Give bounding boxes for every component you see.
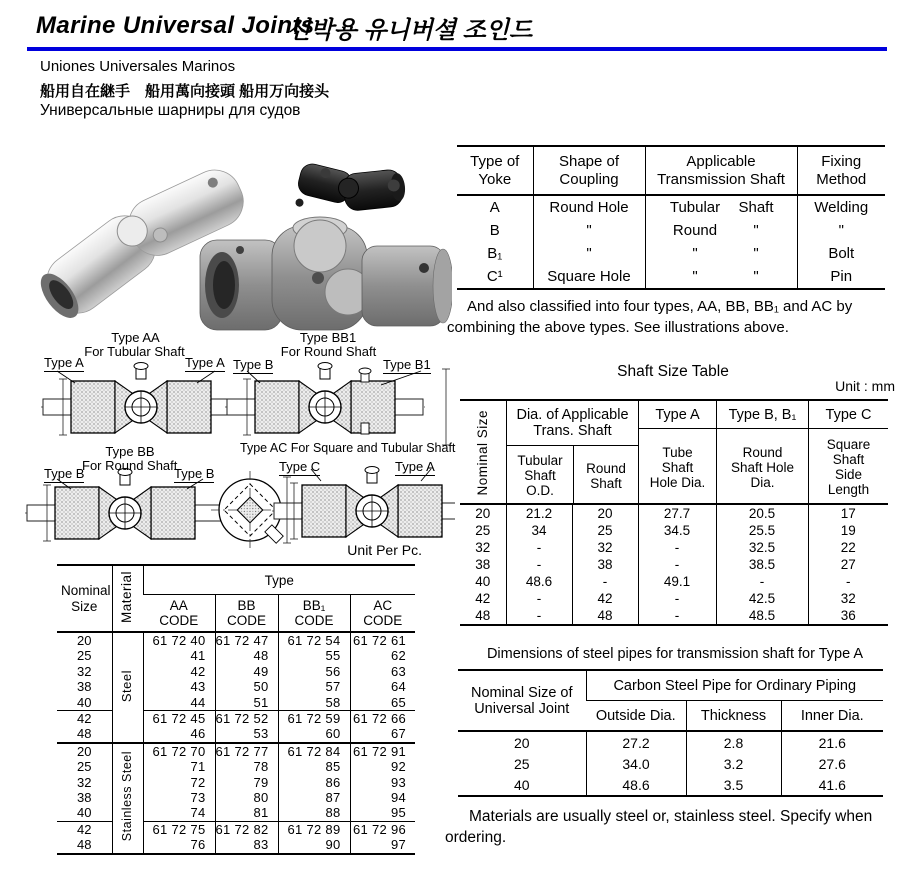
shaft-cell: - xyxy=(506,590,572,607)
code-row xyxy=(57,743,415,759)
code-header-aa-line1: AA xyxy=(169,598,188,613)
pipe-table-title: Dimensions of steel pipes for transmission shaft for Type A xyxy=(486,646,864,662)
yoke-header-fixing: Fixing Method xyxy=(797,146,885,195)
yoke-cell xyxy=(645,195,797,219)
code-cell: 93 xyxy=(350,775,415,790)
shaft-header-type-b-label: Type B, B₁ xyxy=(717,401,808,429)
product-photos xyxy=(12,128,452,333)
shaft-cell: 48 xyxy=(475,608,491,623)
code-header-type: Type xyxy=(143,565,415,595)
shaft-row xyxy=(460,539,888,556)
code-header-aa-line2: CODE xyxy=(159,613,199,628)
shaft-cell: - xyxy=(506,539,572,556)
code-row xyxy=(57,775,415,790)
yoke-cell: A xyxy=(457,195,533,219)
code-cell: 60 xyxy=(278,726,350,742)
code-cell: 72 xyxy=(143,775,215,790)
pipe-cell: 27.2 xyxy=(586,731,686,753)
yoke-cell: B xyxy=(489,222,500,239)
code-cell: 61 72 54 xyxy=(278,632,350,648)
shaft-row xyxy=(460,522,888,539)
header-accent-rule xyxy=(27,47,887,51)
diagram-bb-subtitle: For Round Shaft xyxy=(82,458,178,473)
code-cell: 61 72 70 xyxy=(143,743,215,759)
shaft-cell: 32 xyxy=(475,540,491,555)
code-cell: 48 xyxy=(215,648,278,663)
yoke-cell: B₁ xyxy=(487,245,503,262)
code-size: 38 xyxy=(77,790,92,806)
pipe-cell: 3.2 xyxy=(686,753,781,774)
code-cell: 61 72 96 xyxy=(350,821,415,837)
code-size: 40 xyxy=(77,694,92,710)
yoke-header-row xyxy=(457,146,885,195)
diagram-ac-title: Type AC For Square and Tubular Shaft xyxy=(240,441,456,455)
shaft-word: Round xyxy=(672,222,718,239)
code-cell: 90 xyxy=(278,837,350,853)
code-cell: 61 72 59 xyxy=(278,711,350,727)
code-row xyxy=(57,837,415,853)
shaft-cell: 25 xyxy=(475,523,491,538)
code-row xyxy=(57,759,415,774)
pipe-cell: 40 xyxy=(513,776,530,793)
page-title-english: Marine Universal Joints xyxy=(36,12,315,39)
diagram-type-bb1 xyxy=(225,363,450,446)
shaft-row xyxy=(460,573,888,590)
code-cell: 95 xyxy=(350,805,415,821)
diagram-bb1-title: Type BB1 xyxy=(299,330,357,345)
pipe-header-group: Carbon Steel Pipe for Ordinary Piping xyxy=(586,670,883,701)
code-cell: 94 xyxy=(350,790,415,805)
code-cell: 46 xyxy=(143,726,215,742)
code-cell: 41 xyxy=(143,648,215,663)
diagram-type-ac xyxy=(211,467,455,550)
diagram-bb-label-right: Type B xyxy=(174,466,215,481)
shaft-cell: 38.5 xyxy=(716,556,808,573)
shaft-word: " xyxy=(753,268,759,285)
code-table-unit-note: Unit Per Pc. xyxy=(347,542,422,558)
code-cell: 81 xyxy=(215,805,278,821)
order-code-table xyxy=(57,564,415,855)
code-cell: 49 xyxy=(215,664,278,679)
shaft-word: " xyxy=(753,222,759,239)
code-size: 42 xyxy=(57,711,112,727)
shaft-row xyxy=(460,590,888,607)
code-cell: 61 72 40 xyxy=(143,632,215,648)
pipe-cell: 48.6 xyxy=(586,774,686,796)
shaft-word: Shaft xyxy=(738,199,774,216)
code-row xyxy=(57,726,415,742)
subtitle-spanish: Uniones Universales Marinos xyxy=(40,58,236,75)
shaft-cell: 42.5 xyxy=(716,590,808,607)
shaft-cell: - xyxy=(638,607,716,625)
code-size: 25 xyxy=(77,648,92,664)
shaft-cell: 20 xyxy=(572,504,638,522)
code-cell: 62 xyxy=(350,648,415,663)
shaft-cell: 17 xyxy=(808,504,888,522)
shaft-header-dia-group xyxy=(506,401,638,505)
code-cell: 65 xyxy=(350,695,415,711)
code-size: 40 xyxy=(77,805,92,821)
yoke-cell xyxy=(645,242,797,265)
shaft-header-nominal-label: Nominal Size xyxy=(474,410,490,496)
shaft-cell: 48.6 xyxy=(506,573,572,590)
shaft-cell: 42 xyxy=(475,591,491,606)
shaft-table-body xyxy=(460,503,888,626)
shaft-word: " xyxy=(692,245,698,262)
code-cell: 55 xyxy=(278,648,350,663)
pipe-cell: 25 xyxy=(513,755,530,772)
diagram-aa-label-right: Type A xyxy=(185,355,225,370)
code-cell: 87 xyxy=(278,790,350,805)
shaft-header-nominal xyxy=(460,401,506,505)
code-cell: 80 xyxy=(215,790,278,805)
pipe-header-row1 xyxy=(458,670,883,701)
shaft-cell: - xyxy=(572,573,638,590)
code-header-bb-line1: BB xyxy=(237,598,256,613)
code-cell: 61 72 77 xyxy=(215,743,278,759)
code-cell: 86 xyxy=(278,775,350,790)
shaft-cell: - xyxy=(638,556,716,573)
code-cell: 85 xyxy=(278,759,350,774)
code-header-ac-line1: AC xyxy=(373,598,393,613)
shaft-cell: 25 xyxy=(572,522,638,539)
code-header-material-label: Material xyxy=(119,570,135,623)
shaft-header-type-b-sub: Round Shaft Hole Dia. xyxy=(730,444,795,490)
yoke-header-type: Type of Yoke xyxy=(470,152,520,188)
yoke-cell: Round Hole xyxy=(533,195,645,219)
yoke-cell xyxy=(645,219,797,242)
shaft-cell: 27 xyxy=(808,556,888,573)
code-cell: 63 xyxy=(350,664,415,679)
yoke-header-coupling: Shape of Coupling xyxy=(533,146,645,195)
shaft-cell: 34 xyxy=(506,522,572,539)
page-title-korean: 선박용 유니버셜 조인드 xyxy=(287,17,533,44)
shaft-cell: 40 xyxy=(475,574,491,589)
code-header-ac-line2: CODE xyxy=(363,613,403,628)
shaft-header-round: Round Shaft xyxy=(573,446,638,505)
code-cell: 51 xyxy=(215,695,278,711)
code-row xyxy=(57,821,415,837)
pipe-cell: 41.6 xyxy=(781,774,883,796)
code-header-bb1-line2: CODE xyxy=(294,613,334,628)
code-header-material xyxy=(112,565,143,632)
yoke-cell: Welding xyxy=(797,195,885,219)
subtitle-russian: Универсальные шарниры для судов xyxy=(40,102,301,119)
yoke-cell xyxy=(645,265,797,289)
stainless-steel-label: Stainless Steel xyxy=(119,751,134,842)
pipe-cell: 34.0 xyxy=(586,753,686,774)
shaft-cell: 21.2 xyxy=(506,504,572,522)
code-cell: 61 72 66 xyxy=(350,711,415,727)
code-cell: 64 xyxy=(350,679,415,694)
yoke-row xyxy=(457,265,885,289)
shaft-cell: - xyxy=(716,573,808,590)
shaft-cell: 38 xyxy=(475,557,491,572)
shaft-cell: - xyxy=(808,573,888,590)
diagram-ac-label-right: Type A xyxy=(395,459,435,474)
code-header-bb1-line1: BB₁ xyxy=(302,598,326,613)
yoke-cell: Pin xyxy=(797,265,885,289)
shaft-row xyxy=(460,504,888,522)
diagram-bb-label-left: Type B xyxy=(44,466,85,481)
code-header-ac xyxy=(350,595,415,633)
shaft-header-tubular: Tubular Shaft O.D. xyxy=(517,453,563,498)
code-size: 38 xyxy=(77,679,92,695)
pipe-cell: 27.6 xyxy=(781,753,883,774)
diagram-bb1-label-right: Type B1 xyxy=(383,357,431,372)
code-cell: 61 72 75 xyxy=(143,821,215,837)
pipe-row xyxy=(458,731,883,753)
shaft-cell: 48.5 xyxy=(716,607,808,625)
shaft-cell: - xyxy=(638,539,716,556)
yoke-cell: C¹ xyxy=(486,268,503,285)
yoke-cell: Square Hole xyxy=(533,265,645,289)
shaft-cell: 36 xyxy=(808,607,888,625)
shaft-cell: 32 xyxy=(808,590,888,607)
code-size: 48 xyxy=(77,726,92,742)
shaft-cell: - xyxy=(638,590,716,607)
yoke-row xyxy=(457,242,885,265)
diagram-ac-label-left: Type C xyxy=(279,459,321,474)
shaft-cell: 19 xyxy=(808,522,888,539)
shaft-header-type-a-sub: Tube Shaft Hole Dia. xyxy=(649,444,706,490)
code-header-nominal: Nominal Size xyxy=(61,582,111,614)
shaft-cell: 48 xyxy=(572,607,638,625)
pipe-header-thickness: Thickness xyxy=(686,701,781,732)
diagram-bb-title: Type BB xyxy=(105,444,155,459)
code-size: 25 xyxy=(77,759,92,775)
yoke-cell: Bolt xyxy=(797,242,885,265)
code-cell: 42 xyxy=(143,664,215,679)
code-cell: 44 xyxy=(143,695,215,711)
shaft-header-type-a xyxy=(638,401,716,505)
code-cell: 76 xyxy=(143,837,215,853)
steel-label: Steel xyxy=(119,669,135,702)
shaft-cell: 25.5 xyxy=(716,522,808,539)
code-header-bb xyxy=(215,595,278,633)
shaft-cell: 32.5 xyxy=(716,539,808,556)
shaft-header-type-c-label: Type C xyxy=(809,401,888,429)
pipe-cell: 3.5 xyxy=(686,774,781,796)
yoke-cell: " xyxy=(797,219,885,242)
code-cell: 53 xyxy=(215,726,278,742)
shaft-cell: 34.5 xyxy=(638,522,716,539)
yoke-type-table xyxy=(457,145,885,290)
code-size: 48 xyxy=(77,837,92,853)
shaft-size-table-unit: Unit : mm xyxy=(835,378,895,394)
code-header-bb-line2: CODE xyxy=(226,613,266,628)
code-cell: 97 xyxy=(350,837,415,853)
shaft-cell: 22 xyxy=(808,539,888,556)
code-cell: 71 xyxy=(143,759,215,774)
code-cell: 43 xyxy=(143,679,215,694)
code-cell: 79 xyxy=(215,775,278,790)
shaft-cell: 49.1 xyxy=(638,573,716,590)
pipe-header-id: Inner Dia. xyxy=(781,701,883,732)
pipe-dimensions-table xyxy=(458,669,883,797)
diagram-aa-title: Type AA xyxy=(111,330,160,345)
pipe-header-od: Outside Dia. xyxy=(595,707,676,724)
shaft-row xyxy=(460,607,888,625)
code-cell: 88 xyxy=(278,805,350,821)
product-photo-art xyxy=(12,128,452,333)
code-header-aa xyxy=(143,595,215,633)
shaft-cell: 38 xyxy=(572,556,638,573)
pipe-row xyxy=(458,753,883,774)
shaft-header-type-b xyxy=(716,401,808,505)
shaft-header-type-c-sub: Square Shaft Side Length xyxy=(826,437,871,497)
diagram-type-aa xyxy=(41,363,241,436)
code-size: 20 xyxy=(57,743,112,759)
code-header-row1 xyxy=(57,565,415,595)
code-cell: 73 xyxy=(143,790,215,805)
code-cell: 74 xyxy=(143,805,215,821)
shaft-cell: - xyxy=(506,607,572,625)
code-size: 42 xyxy=(57,821,112,837)
diagram-aa-label-left: Type A xyxy=(44,355,84,370)
shaft-cell: 20.5 xyxy=(716,504,808,522)
yoke-cell: " xyxy=(533,219,645,242)
yoke-row xyxy=(457,195,885,219)
code-header-bb1 xyxy=(278,595,350,633)
code-row xyxy=(57,805,415,821)
code-row xyxy=(57,711,415,727)
code-size: 32 xyxy=(77,663,92,679)
code-cell: 61 72 45 xyxy=(143,711,215,727)
code-cell: 61 72 82 xyxy=(215,821,278,837)
shaft-word: " xyxy=(753,245,759,262)
code-material-steel xyxy=(112,632,143,743)
shaft-size-table-title: Shaft Size Table xyxy=(617,363,729,380)
code-cell: 58 xyxy=(278,695,350,711)
code-cell: 83 xyxy=(215,837,278,853)
code-cell: 67 xyxy=(350,726,415,742)
shaft-cell: 42 xyxy=(572,590,638,607)
yoke-row xyxy=(457,219,885,242)
shaft-word: " xyxy=(692,268,698,285)
code-cell: 61 72 84 xyxy=(278,743,350,759)
diagram-aa-subtitle: For Tubular Shaft xyxy=(84,344,185,359)
diagram-bb1-subtitle: For Round Shaft xyxy=(280,344,377,359)
shaft-header-dia-label: Dia. of Applicable Trans. Shaft xyxy=(507,401,638,446)
code-row xyxy=(57,695,415,711)
code-row xyxy=(57,648,415,663)
code-cell: 57 xyxy=(278,679,350,694)
code-cell: 92 xyxy=(350,759,415,774)
code-cell: 61 72 61 xyxy=(350,632,415,648)
code-cell: 50 xyxy=(215,679,278,694)
pipe-cell: 2.8 xyxy=(686,731,781,753)
shaft-cell: 32 xyxy=(572,539,638,556)
shaft-cell: - xyxy=(506,556,572,573)
pipe-cell: 21.6 xyxy=(781,731,883,753)
code-cell: 78 xyxy=(215,759,278,774)
code-cell: 61 72 47 xyxy=(215,632,278,648)
shaft-header-type-a-label: Type A xyxy=(639,401,716,429)
pipe-cell: 20 xyxy=(458,731,586,753)
diagram-bb1-label-left: Type B xyxy=(233,357,274,372)
code-cell: 61 72 91 xyxy=(350,743,415,759)
shaft-table-header xyxy=(460,399,888,505)
code-cell: 56 xyxy=(278,664,350,679)
shaft-header-type-c xyxy=(808,401,888,505)
shaft-cell: 27.7 xyxy=(638,504,716,522)
code-material-stainless xyxy=(112,743,143,854)
code-row xyxy=(57,679,415,694)
subtitle-cjk: 船用自在継手 船用萬向接頭 船用万向接头 xyxy=(40,83,330,100)
code-row xyxy=(57,664,415,679)
pipe-row xyxy=(458,774,883,796)
classification-note: And also classified into four types, AA, BB, BB₁ and AC by combining the above types. See illustrations above. xyxy=(447,298,853,336)
shaft-word: Tubular xyxy=(669,199,721,216)
code-size: 32 xyxy=(77,774,92,790)
code-row xyxy=(57,632,415,648)
code-cell: 61 72 52 xyxy=(215,711,278,727)
pipe-header-nominal: Nominal Size of Universal Joint xyxy=(470,684,573,717)
grey-joint-photo xyxy=(200,217,452,330)
code-cell: 61 72 89 xyxy=(278,821,350,837)
yoke-header-shaft: Applicable Transmission Shaft xyxy=(645,146,797,195)
shaft-row xyxy=(460,556,888,573)
code-size: 20 xyxy=(57,632,112,648)
code-row xyxy=(57,790,415,805)
materials-note: Materials are usually steel or, stainless steel. Specify when ordering. xyxy=(445,808,873,846)
yoke-cell: " xyxy=(533,242,645,265)
shaft-cell: 20 xyxy=(475,506,491,521)
